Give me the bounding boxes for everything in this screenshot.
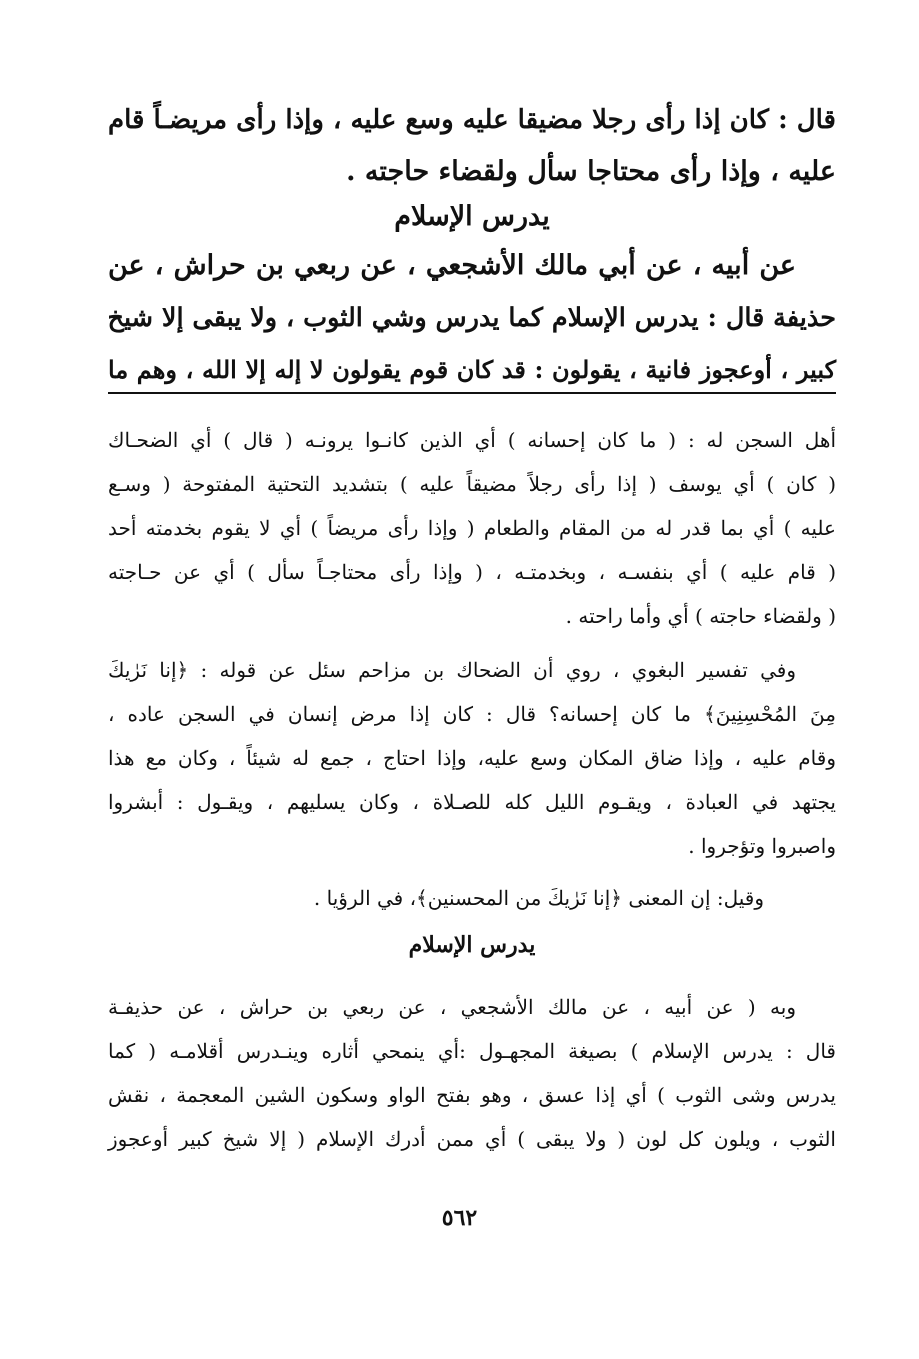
main-text-line: حذيفة قال : يدرس الإسلام كما يدرس وشي الثوب ، ولا يبقى إلا شيخ [107, 303, 836, 333]
commentary-line: ( كان ) أي يوسف ( إذا رأى رجلاً مضيقاً عليه ) بتشديد التحتية المفتوحة ( وسـع [108, 472, 836, 496]
main-text-line: قال : كان إذا رأى رجلا مضيقا عليه وسع عليه ، وإذا رأى مريضـاً قام [108, 105, 836, 135]
main-section-heading: يدرس الإسلام [394, 201, 550, 232]
commentary-line: يجتهد في العبادة ، ويقـوم الليل كله للصـلاة ، وكان يسليهم ، ويقـول : أبشروا [108, 790, 836, 814]
commentary-line: قال : يدرس الإسلام ) بصيغة المجهـول :أي ينمحي أثاره وينـدرس أقلامـه ( كما [108, 1039, 836, 1063]
commentary-line: واصبروا وتؤجروا . [688, 834, 836, 858]
main-text-paragraph-2 [108, 240, 836, 396]
page-number: ٥٦٢ [441, 1205, 478, 1231]
main-text-paragraph-1 [108, 94, 836, 198]
commentary-line: ( ولقضاء حاجته ) أي وأما راحته . [565, 604, 836, 628]
commentary-line: وقيل: إن المعنى ﴿إنا نَرٰيكَ من المحسنين﴾، في الرؤيا . [313, 886, 764, 910]
main-text-line: كبير ، أوعجوز فانية ، يقولون : قد كان قوم يقولون لا إله إلا الله ، وهم ما [108, 355, 836, 384]
commentary-line: وقام عليه ، وإذا ضاق المكان وسع عليه، وإذا احتاج ، جمع له شيئاً ، وكان مع هذا [108, 746, 836, 770]
commentary-line: أهل السجن له : ( ما كان إحسانه ) أي الذين كانـوا يرونـه ( قال ) أي الضحـاك [108, 428, 836, 452]
footnote-separator-line [108, 392, 836, 394]
commentary-section-heading: يدرس الإسلام [408, 932, 536, 958]
commentary-line: مِنَ المُحْسِنِينَ﴾ ما كان إحسانه؟ قال : كان إذا مرض إنسان في السجن عاده ، [108, 702, 836, 726]
commentary-line: وفي تفسير البغوي ، روي أن الضحاك بن مزاحم سئل عن قوله : ﴿إنا نَرٰيكَ [108, 658, 796, 682]
commentary-line: الثوب ، ويلون كل لون ( ولا يبقى ) أي ممن أدرك الإسلام ( إلا شيخ كبير أوعجوز [108, 1127, 836, 1151]
commentary-paragraph-2 [108, 648, 836, 868]
commentary-line: ( قام عليه ) أي بنفسـه ، وبخدمتـه ، ( وإذا رأى محتاجـاً سأل ) أي عن حـاجته [108, 560, 836, 584]
commentary-paragraph-1 [108, 418, 836, 638]
commentary-line: وبه ( عن أبيه ، عن مالك الأشجعي ، عن ربعي بن حراش ، عن حذيفـة [108, 995, 796, 1019]
commentary-paragraph-4 [108, 985, 836, 1161]
main-text-line: عن أبيه ، عن أبي مالك الأشجعي ، عن ربعي بن حراش ، عن [108, 250, 796, 281]
commentary-line: يدرس وشى الثوب ) أي إذا عسق ، وهو بفتح الواو وسكون الشين المعجمة ، نقش [108, 1083, 836, 1107]
commentary-paragraph-3 [108, 876, 836, 920]
commentary-line: عليه ) أي بما قدر له من المقام والطعام ( وإذا رأى مريضاً ) أي لا يقوم بخدمته أحد [108, 516, 836, 540]
main-text-line: عليه ، وإذا رأى محتاجا سأل ولقضاء حاجته . [346, 156, 836, 187]
